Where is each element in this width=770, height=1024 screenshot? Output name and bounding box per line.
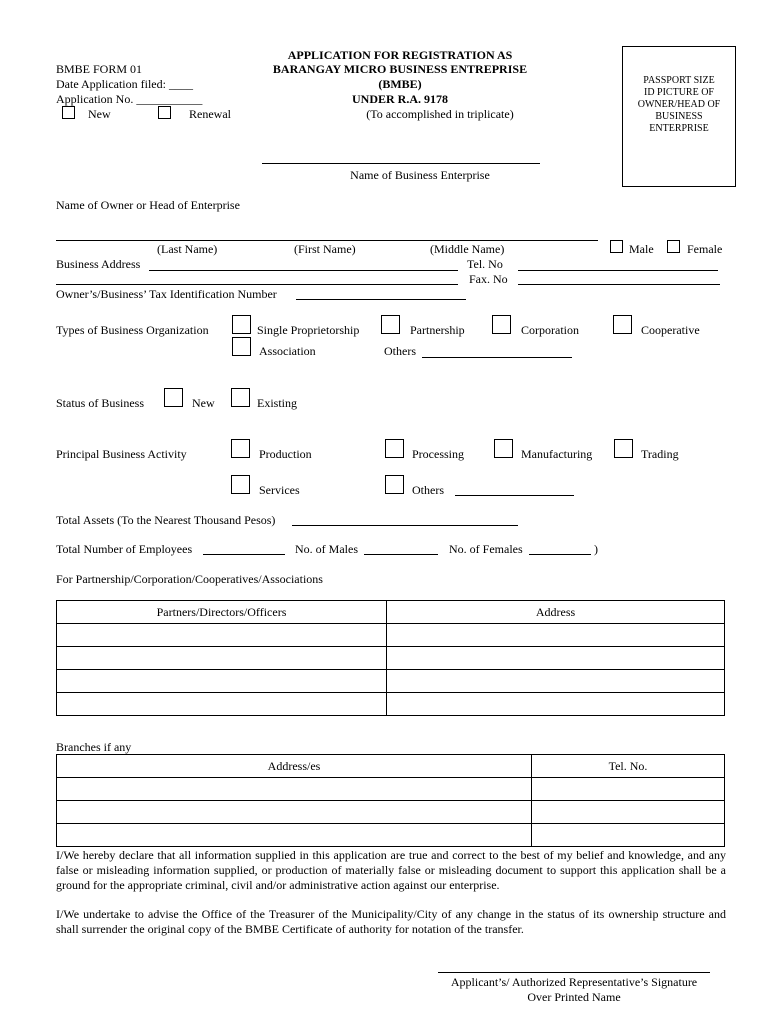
address-col-header: Address bbox=[387, 601, 725, 624]
signature-line[interactable] bbox=[438, 972, 710, 973]
new-application-label: New bbox=[88, 107, 111, 121]
table-cell[interactable] bbox=[57, 647, 387, 670]
total-employees-line[interactable] bbox=[203, 554, 285, 555]
tel-label: Tel. No bbox=[467, 257, 503, 271]
trading-checkbox[interactable] bbox=[614, 439, 633, 458]
table-cell[interactable] bbox=[387, 624, 725, 647]
table-row bbox=[57, 801, 725, 824]
branch-address-col-header: Address/es bbox=[57, 755, 532, 778]
middle-name-label: (Middle Name) bbox=[430, 242, 505, 256]
partners-col-header: Partners/Directors/Officers bbox=[57, 601, 387, 624]
business-address-line1[interactable] bbox=[149, 270, 458, 271]
table-row bbox=[57, 824, 725, 847]
services-checkbox[interactable] bbox=[231, 475, 250, 494]
status-new-label: New bbox=[192, 396, 215, 410]
activity-label: Principal Business Activity bbox=[56, 447, 187, 461]
table-cell[interactable] bbox=[532, 824, 725, 847]
table-cell[interactable] bbox=[57, 824, 532, 847]
partners-section-label: For Partnership/Corporation/Cooperatives/Associations bbox=[56, 572, 323, 586]
form-title-line1: APPLICATION FOR REGISTRATION AS bbox=[287, 48, 513, 62]
form-title-line5: (To accomplished in triplicate) bbox=[366, 107, 514, 121]
business-address-label: Business Address bbox=[56, 257, 141, 271]
manufacturing-label: Manufacturing bbox=[521, 447, 593, 461]
manufacturing-checkbox[interactable] bbox=[494, 439, 513, 458]
no-males-label: No. of Males bbox=[295, 542, 358, 556]
cooperative-checkbox[interactable] bbox=[613, 315, 632, 334]
tin-line[interactable] bbox=[296, 299, 466, 300]
photo-box[interactable] bbox=[622, 46, 736, 187]
status-new-checkbox[interactable] bbox=[164, 388, 183, 407]
business-name-line[interactable] bbox=[262, 163, 540, 164]
activity-others-checkbox[interactable] bbox=[385, 475, 404, 494]
signature-label-line1: Applicant’s/ Authorized Representative’s Signature bbox=[450, 975, 698, 989]
services-label: Services bbox=[259, 483, 300, 497]
renewal-label: Renewal bbox=[189, 107, 231, 121]
production-label: Production bbox=[259, 447, 312, 461]
male-checkbox[interactable] bbox=[610, 240, 623, 253]
status-label: Status of Business bbox=[56, 396, 145, 410]
last-name-label: (Last Name) bbox=[157, 242, 218, 256]
owner-label: Name of Owner or Head of Enterprise bbox=[56, 198, 240, 212]
cooperative-label: Cooperative bbox=[641, 323, 700, 337]
table-row bbox=[57, 647, 725, 670]
female-checkbox[interactable] bbox=[667, 240, 680, 253]
table-cell[interactable] bbox=[57, 778, 532, 801]
table-cell[interactable] bbox=[57, 693, 387, 716]
renewal-checkbox[interactable] bbox=[158, 106, 171, 119]
first-name-label: (First Name) bbox=[294, 242, 356, 256]
org-others-label: Others bbox=[384, 344, 416, 358]
table-cell[interactable] bbox=[57, 670, 387, 693]
partnership-label: Partnership bbox=[410, 323, 465, 337]
table-row bbox=[57, 670, 725, 693]
owner-name-line[interactable] bbox=[56, 240, 598, 241]
table-row bbox=[57, 778, 725, 801]
photo-label-line5: ENTERPRISE bbox=[649, 123, 709, 134]
branch-tel-col-header: Tel. No. bbox=[532, 755, 725, 778]
single-proprietorship-checkbox[interactable] bbox=[232, 315, 251, 334]
organization-label: Types of Business Organization bbox=[56, 323, 209, 337]
table-row bbox=[57, 624, 725, 647]
total-employees-label: Total Number of Employees bbox=[56, 542, 193, 556]
photo-label-line3: OWNER/HEAD OF bbox=[637, 99, 721, 110]
total-assets-line[interactable] bbox=[292, 525, 518, 526]
close-paren: ) bbox=[594, 542, 598, 556]
fax-line[interactable] bbox=[518, 284, 720, 285]
processing-label: Processing bbox=[412, 447, 464, 461]
form-title-line2: BARANGAY MICRO BUSINESS ENTREPRISE bbox=[272, 62, 528, 76]
association-checkbox[interactable] bbox=[232, 337, 251, 356]
new-application-checkbox[interactable] bbox=[62, 106, 75, 119]
trading-label: Trading bbox=[641, 447, 679, 461]
association-label: Association bbox=[259, 344, 316, 358]
status-existing-label: Existing bbox=[257, 396, 298, 410]
table-cell[interactable] bbox=[387, 670, 725, 693]
business-address-line2[interactable] bbox=[56, 284, 458, 285]
partnership-checkbox[interactable] bbox=[381, 315, 400, 334]
no-females-line[interactable] bbox=[529, 554, 591, 555]
declaration-paragraph-1: I/We hereby declare that all information supplied in this application are true and correct to the best of my belief and knowledge, and any false or misleading information supplied, or production of materially false or misleading document to support this application shall be a ground for the appropriate criminal, civil and/or administrative action against our enterprise. bbox=[56, 848, 726, 892]
date-filed-label: Date Application filed: ____ bbox=[56, 77, 193, 91]
form-title-line3: (BMBE) bbox=[378, 77, 422, 91]
branches-section-label: Branches if any bbox=[56, 740, 132, 754]
activity-others-label: Others bbox=[412, 483, 444, 497]
org-others-line[interactable] bbox=[422, 357, 572, 358]
photo-label-line1: PASSPORT SIZE bbox=[643, 75, 715, 86]
female-label: Female bbox=[687, 242, 723, 256]
single-proprietorship-label: Single Proprietorship bbox=[257, 323, 360, 337]
form-title-line4: UNDER R.A. 9178 bbox=[352, 92, 448, 106]
activity-others-line[interactable] bbox=[455, 495, 574, 496]
signature-label-line2: Over Printed Name bbox=[527, 990, 621, 1004]
corporation-checkbox[interactable] bbox=[492, 315, 511, 334]
no-females-label: No. of Females bbox=[449, 542, 523, 556]
table-cell[interactable] bbox=[532, 778, 725, 801]
application-no-label: Application No. ___________ bbox=[56, 92, 203, 106]
table-cell[interactable] bbox=[532, 801, 725, 824]
fax-label: Fax. No bbox=[469, 272, 508, 286]
photo-label-line4: BUSINESS bbox=[655, 111, 703, 122]
photo-label-line2: ID PICTURE OF bbox=[643, 87, 714, 98]
partners-table bbox=[56, 600, 725, 716]
table-cell[interactable] bbox=[57, 801, 532, 824]
branches-table bbox=[56, 754, 725, 847]
table-cell[interactable] bbox=[387, 647, 725, 670]
table-cell[interactable] bbox=[57, 624, 387, 647]
form-number: BMBE FORM 01 bbox=[56, 62, 143, 76]
table-cell[interactable] bbox=[387, 693, 725, 716]
total-assets-label: Total Assets (To the Nearest Thousand Pesos) bbox=[56, 513, 276, 527]
corporation-label: Corporation bbox=[521, 323, 579, 337]
tin-label: Owner’s/Business’ Tax Identification Number bbox=[56, 287, 277, 301]
production-checkbox[interactable] bbox=[231, 439, 250, 458]
no-males-line[interactable] bbox=[364, 554, 438, 555]
business-name-label: Name of Business Enterprise bbox=[350, 168, 490, 182]
processing-checkbox[interactable] bbox=[385, 439, 404, 458]
male-label: Male bbox=[629, 242, 654, 256]
status-existing-checkbox[interactable] bbox=[231, 388, 250, 407]
table-row bbox=[57, 693, 725, 716]
tel-line[interactable] bbox=[518, 270, 718, 271]
declaration-paragraph-2: I/We undertake to advise the Office of the Treasurer of the Municipality/City of any change in the status of its ownership structure and shall surrender the original copy of the BMBE Certificate of authority for notation of the transfer. bbox=[56, 907, 726, 936]
